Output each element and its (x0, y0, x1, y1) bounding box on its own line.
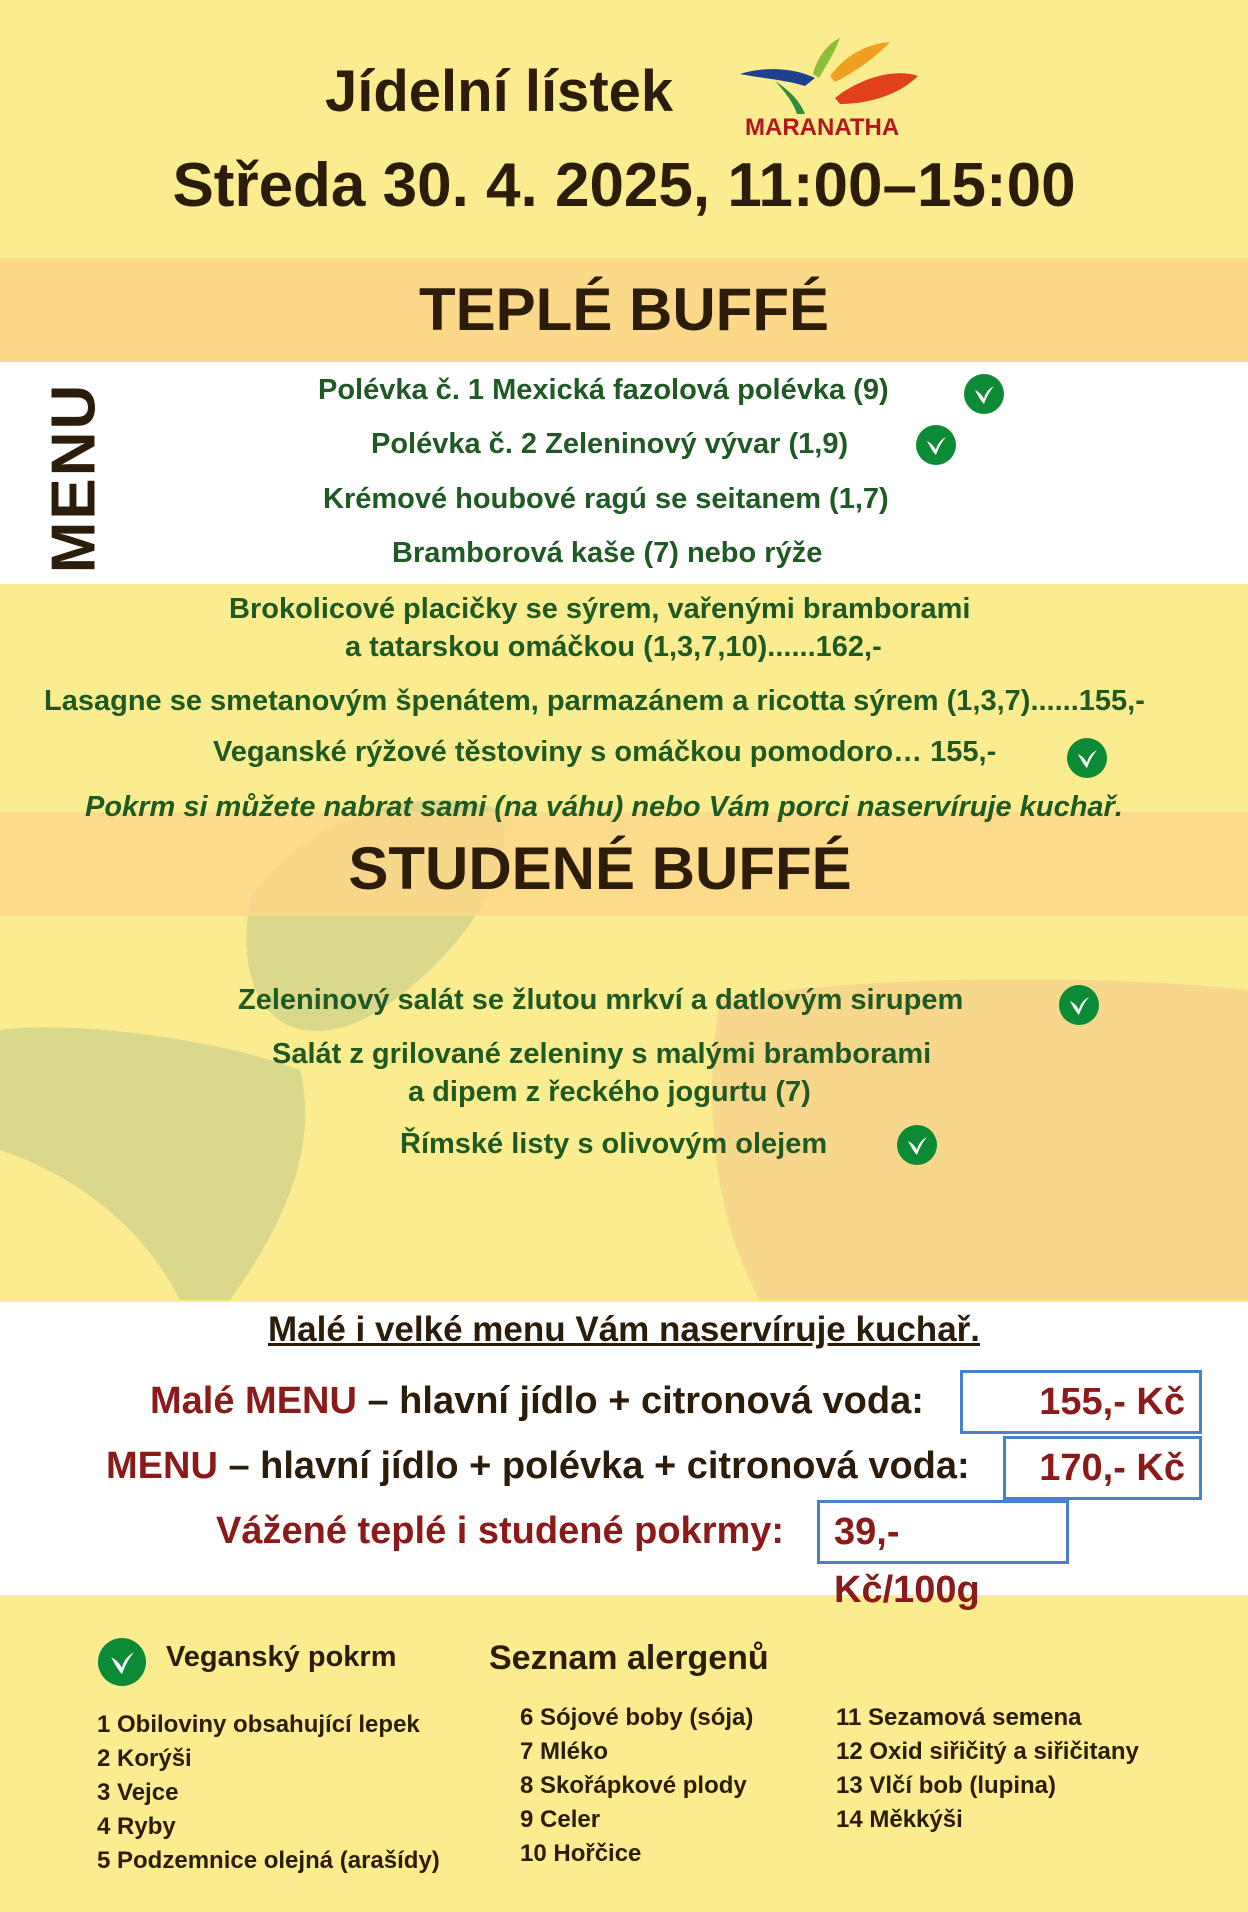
small-menu-label: Malé MENU – hlavní jídlo + citronová voda: (150, 1380, 924, 1422)
allergen-item: 2 Korýši (97, 1745, 192, 1772)
serving-note: Pokrm si můžete nabrat sami (na váhu) nebo Vám porci naservíruje kuchař. (85, 791, 1123, 823)
allergen-item: 8 Skořápkové plody (520, 1772, 747, 1799)
cold-item-grilled-line-2: a dipem z řeckého jogurtu (7) (408, 1076, 811, 1108)
warm-buffet-title: TEPLÉ BUFFÉ (418, 276, 829, 343)
menu-price: 170,- Kč (1003, 1436, 1202, 1500)
menu-vertical-label: MENU (39, 382, 109, 573)
vegan-leaf-icon (98, 1638, 146, 1686)
vegan-leaf-icon (916, 425, 956, 465)
allergen-item: 5 Podzemnice olejná (arašídy) (97, 1847, 440, 1874)
weighed-price: 39,- Kč/100g (817, 1500, 1069, 1564)
allergens-title: Seznam alergenů (489, 1639, 769, 1677)
allergen-item: 10 Hořčice (520, 1840, 642, 1867)
menu-item-side: Bramborová kaše (7) nebo rýže (392, 537, 823, 569)
allergen-item: 13 Vlčí bob (lupina) (836, 1772, 1057, 1799)
menu-label: MENU – hlavní jídlo + polévka + citronová voda: (106, 1445, 970, 1487)
vegan-leaf-icon (897, 1125, 937, 1165)
vegan-leaf-icon (1067, 738, 1107, 778)
allergen-item: 9 Celer (520, 1806, 601, 1833)
cold-buffet-title: STUDENÉ BUFFÉ (348, 835, 852, 902)
page-title: Jídelní lístek (325, 59, 674, 124)
allergen-item: 3 Vejce (97, 1779, 179, 1806)
allergen-item: 1 Obiloviny obsahující lepek (97, 1711, 420, 1738)
allergen-item: 12 Oxid siřičitý a siřičitany (836, 1738, 1139, 1765)
cold-item-romaine: Římské listy s olivovým olejem (400, 1128, 828, 1160)
vegan-leaf-icon (1059, 985, 1099, 1025)
allergen-item: 6 Sójové boby (sója) (520, 1704, 754, 1731)
logo-text: MARANATHA (745, 114, 900, 141)
pricing-note: Malé i velké menu Vám naservíruje kuchař. (267, 1310, 980, 1349)
cold-item-grilled-line-1: Salát z grilované zeleniny s malými bramborami (272, 1038, 932, 1070)
dish-brokolice-line-1: Brokolicové placičky se sýrem, vařenými bramborami (229, 593, 971, 625)
maranatha-logo (735, 36, 920, 146)
allergen-item: 7 Mléko (520, 1738, 609, 1765)
vegan-leaf-icon (964, 374, 1004, 414)
menu-item-soup-2: Polévka č. 2 Zeleninový vývar (1,9) (371, 428, 849, 460)
dish-brokolice-line-2: a tatarskou omáčkou (1,3,7,10)......162,- (345, 631, 882, 663)
small-menu-price: 155,- Kč (960, 1370, 1202, 1434)
dish-vegan-pasta: Veganské rýžové těstoviny s omáčkou pomodoro… 155,- (213, 736, 997, 768)
logo-mark-icon (735, 36, 920, 116)
weighed-label: Vážené teplé i studené pokrmy: (216, 1510, 785, 1552)
dish-lasagne: Lasagne se smetanovým špenátem, parmazánem a ricotta sýrem (1,3,7)......155,- (44, 685, 1145, 717)
cold-item-salad: Zeleninový salát se žlutou mrkví a datlovým sirupem (238, 984, 964, 1016)
allergen-item: 4 Ryby (97, 1813, 176, 1840)
menu-item-soup-1: Polévka č. 1 Mexická fazolová polévka (9) (318, 374, 889, 406)
menu-item-main: Krémové houbové ragú se seitanem (1,7) (323, 483, 889, 515)
allergen-item: 14 Měkkýši (836, 1806, 963, 1833)
date-time-heading: Středa 30. 4. 2025, 11:00–15:00 (172, 151, 1076, 220)
vegan-legend-label: Veganský pokrm (166, 1641, 397, 1673)
allergen-item: 11 Sezamová semena (836, 1704, 1082, 1731)
